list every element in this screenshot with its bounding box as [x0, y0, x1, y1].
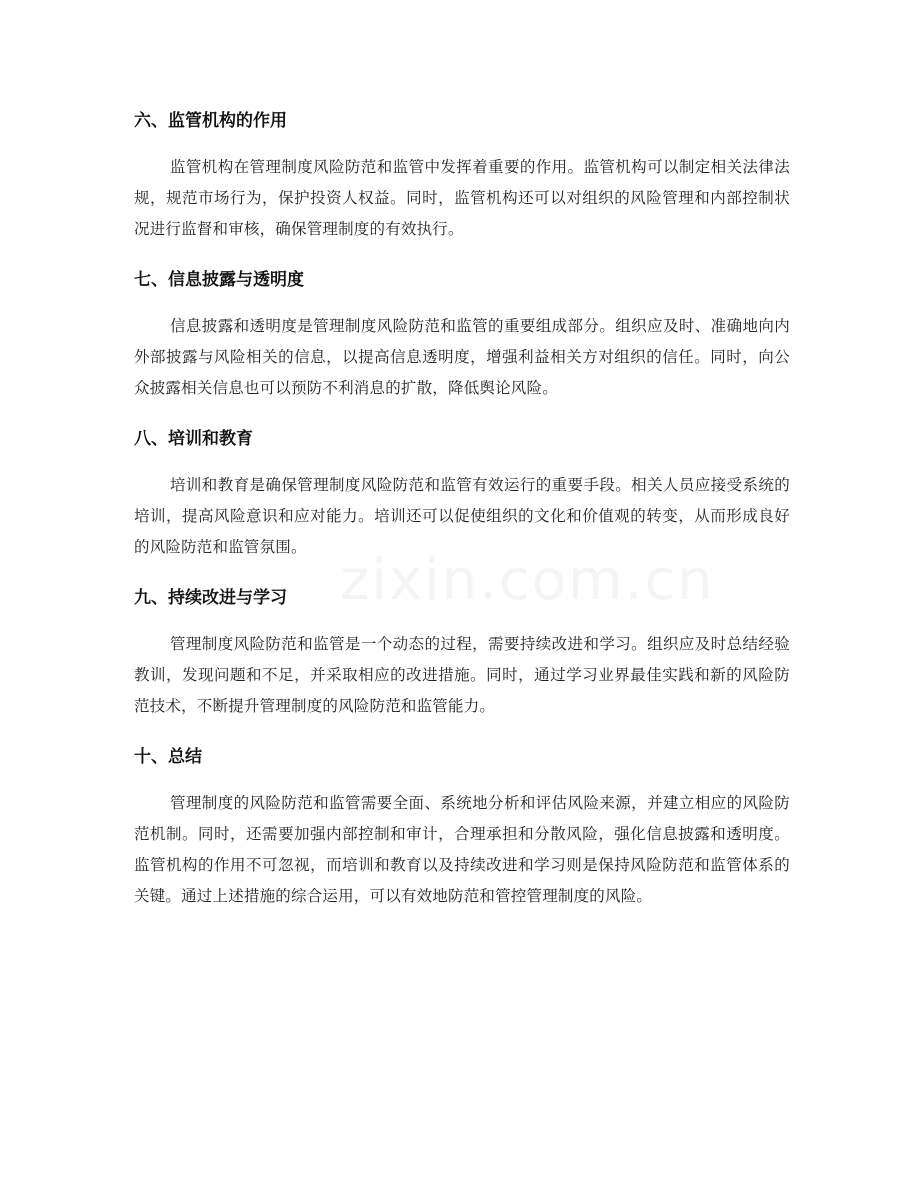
section-heading: 六、监管机构的作用	[134, 111, 287, 131]
watermark: zixin.com.cn	[340, 548, 715, 613]
section-9	[134, 581, 790, 722]
section-paragraph: 信息披露和透明度是管理制度风险防范和监管的重要组成部分。组织应及时、准确地向内外部披露与风险相关的信息，以提高信息透明度，增强利益相关方对组织的信任。同时，向公众披露相关信息也可以预防不利消息的扩散，降低舆论风险。	[134, 317, 790, 397]
section-6	[134, 104, 790, 245]
section-paragraph: 管理制度风险防范和监管是一个动态的过程，需要持续改进和学习。组织应及时总结经验教训，发现问题和不足，并采取相应的改进措施。同时，通过学习业界最佳实践和新的风险防范技术，不断提升管理制度的风险防范和监管能力。	[134, 635, 790, 715]
document-page	[134, 104, 790, 930]
section-8	[134, 422, 790, 563]
section-heading: 十、总结	[134, 747, 202, 767]
section-paragraph: 管理制度的风险防范和监管需要全面、系统地分析和评估风险来源，并建立相应的风险防范机制。同时，还需要加强内部控制和审计，合理承担和分散风险，强化信息披露和透明度。监管机构的作用不可忽视，而培训和教育以及持续改进和学习则是保持风险防范和监管体系的关键。通过上述措施的综合运用，可以有效地防范和管控管理制度的风险。	[134, 794, 790, 905]
section-heading: 九、持续改进与学习	[134, 588, 287, 608]
section-heading: 八、培训和教育	[134, 429, 253, 449]
section-10	[134, 740, 790, 912]
section-7	[134, 263, 790, 404]
section-paragraph: 培训和教育是确保管理制度风险防范和监管有效运行的重要手段。相关人员应接受系统的培训，提高风险意识和应对能力。培训还可以促使组织的文化和价值观的转变，从而形成良好的风险防范和监管氛围。	[134, 476, 790, 556]
section-paragraph: 监管机构在管理制度风险防范和监管中发挥着重要的作用。监管机构可以制定相关法律法规，规范市场行为，保护投资人权益。同时，监管机构还可以对组织的风险管理和内部控制状况进行监督和审核，确保管理制度的有效执行。	[134, 158, 790, 238]
section-heading: 七、信息披露与透明度	[134, 270, 304, 290]
